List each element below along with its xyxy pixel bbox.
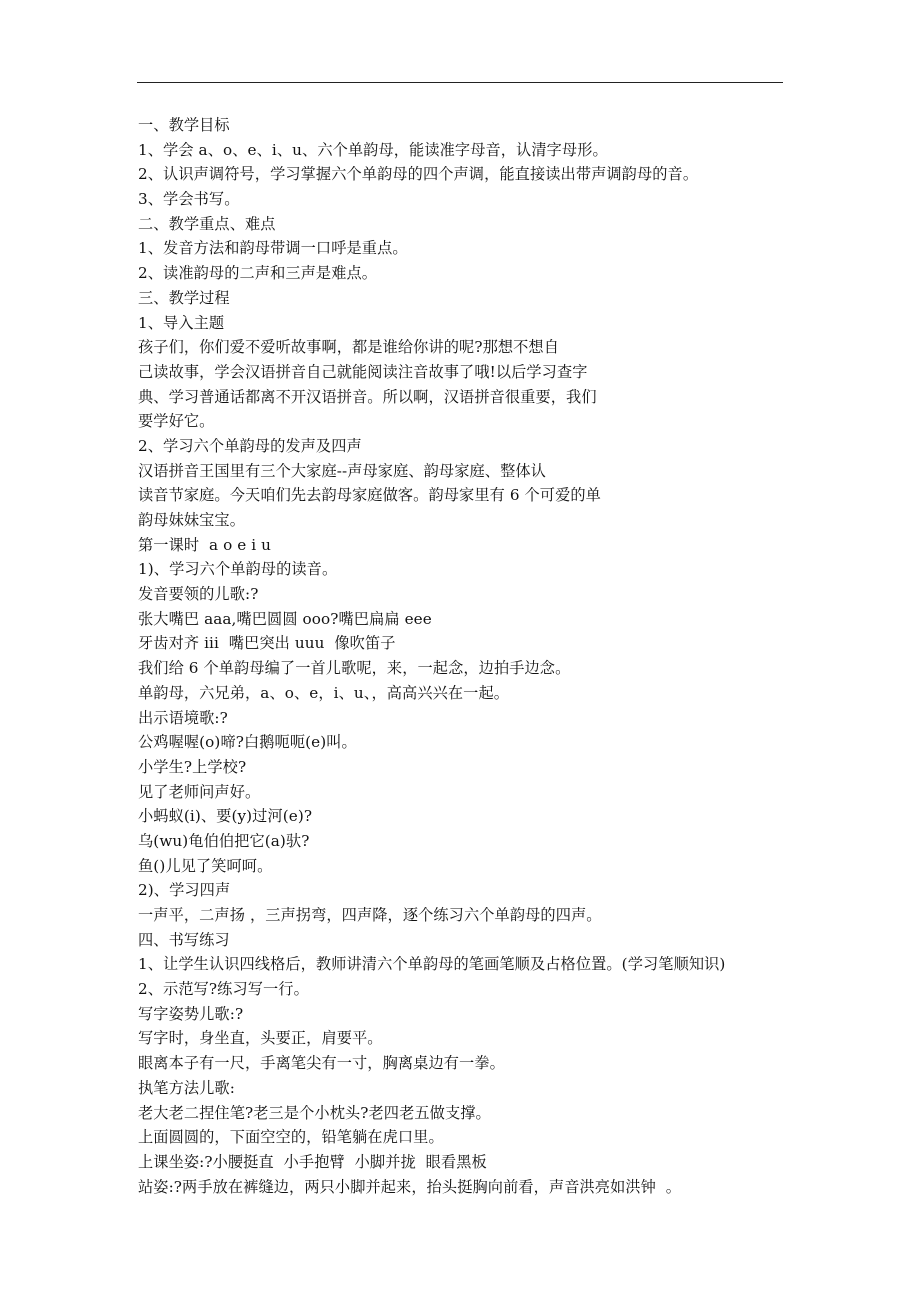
text-line: 眼离本子有一尺，手离笔尖有一寸，胸离桌边有一拳。	[138, 1054, 505, 1073]
text-line: 三、教学过程	[138, 288, 230, 307]
text-line: 2、学习六个单韵母的发声及四声	[138, 436, 362, 455]
text-line: 小蚂蚁(i)、要(y)过河(e)?	[138, 807, 313, 826]
text-line: 二、教学重点、难点	[138, 214, 276, 233]
text-line: 2、读准韵母的二声和三声是难点。	[138, 264, 378, 283]
text-line: 汉语拼音王国里有三个大家庭--声母家庭、韵母家庭、整体认	[138, 461, 546, 480]
text-line: 出示语境歌:?	[138, 708, 228, 727]
text-line: 1、发音方法和韵母带调一口呼是重点。	[138, 239, 408, 258]
text-line: 执笔方法儿歌:	[138, 1078, 235, 1097]
text-line: 2)、学习四声	[138, 881, 231, 900]
text-line: 上面圆圆的，下面空空的，铅笔躺在虎口里。	[138, 1128, 444, 1147]
text-line: 上课坐姿:?小腰挺直 小手抱臂 小脚并拢 眼看黑板	[138, 1152, 487, 1171]
text-line: 2、认识声调符号，学习掌握六个单韵母的四个声调，能直接读出带声调韵母的音。	[138, 165, 699, 184]
text-line: 1、学会 a、o、e、i、u、六个单韵母，能读准字母音，认清字母形。	[138, 140, 608, 159]
text-line: 典、学习普通话都离不开汉语拼音。所以啊，汉语拼音很重要，我们	[138, 387, 597, 406]
text-line: 牙齿对齐 iii 嘴巴突出 uuu 像吹笛子	[138, 634, 396, 653]
text-line: 我们给 6 个单韵母编了一首儿歌呢，来，一起念，边拍手边念。	[138, 659, 571, 678]
text-line: 要学好它。	[138, 412, 215, 431]
text-line: 1、让学生认识四线格后，教师讲清六个单韵母的笔画笔顺及占格位置。(学习笔顺知识)	[138, 955, 726, 974]
text-line: 鱼()儿见了笑呵呵。	[138, 856, 273, 875]
text-line: 孩子们，你们爱不爱听故事啊，都是谁给你讲的呢?那想不想自	[138, 338, 560, 357]
text-line: 读音节家庭。今天咱们先去韵母家庭做客。韵母家里有 6 个可爱的单	[138, 486, 601, 505]
text-line: 写字时，身坐直，头要正，肩要平。	[138, 1029, 383, 1048]
text-line: 单韵母，六兄弟，a、o、e，i、u、，高高兴兴在一起。	[138, 683, 510, 702]
text-line: 一、教学目标	[138, 116, 230, 134]
text-line: 老大老二捏住笔?老三是个小枕头?老四老五做支撑。	[138, 1103, 491, 1122]
text-line: 乌(wu)龟伯伯把它(a)驮?	[138, 831, 310, 850]
text-line: 写字姿势儿歌:?	[138, 1004, 244, 1023]
text-line: 张大嘴巴 aaa,嘴巴圆圆 ooo?嘴巴扁扁 eee	[138, 609, 432, 628]
text-line: 站姿:?两手放在裤缝边，两只小脚并起来，抬头挺胸向前看，声音洪亮如洪钟 。	[138, 1177, 682, 1196]
text-line: 韵母妹妹宝宝。	[138, 511, 246, 529]
text-line: 第一课时 a o e i u	[138, 535, 272, 554]
text-line: 2、示范写?练习写一行。	[138, 980, 309, 999]
text-line: 一声平，二声扬 ，三声拐弯，四声降，逐个练习六个单韵母的四声。	[138, 906, 602, 924]
text-line: 1、导入主题	[138, 313, 225, 332]
text-line: 四、书写练习	[138, 930, 230, 949]
text-line: 3、学会书写。	[138, 190, 240, 209]
text-line: 发音要领的儿歌:?	[138, 585, 259, 604]
text-line: 己读故事，学会汉语拼音自己就能阅读注音故事了哦!以后学习查字	[138, 362, 588, 381]
text-line: 见了老师问声好。	[138, 782, 261, 801]
header-rule	[137, 82, 783, 83]
text-line: 公鸡喔喔(o)啼?白鹅呃呃(e)叫。	[138, 733, 357, 752]
text-line: 小学生?上学校?	[138, 757, 247, 776]
document-body	[138, 113, 778, 1199]
text-line: 1)、学习六个单韵母的读音。	[138, 560, 338, 579]
